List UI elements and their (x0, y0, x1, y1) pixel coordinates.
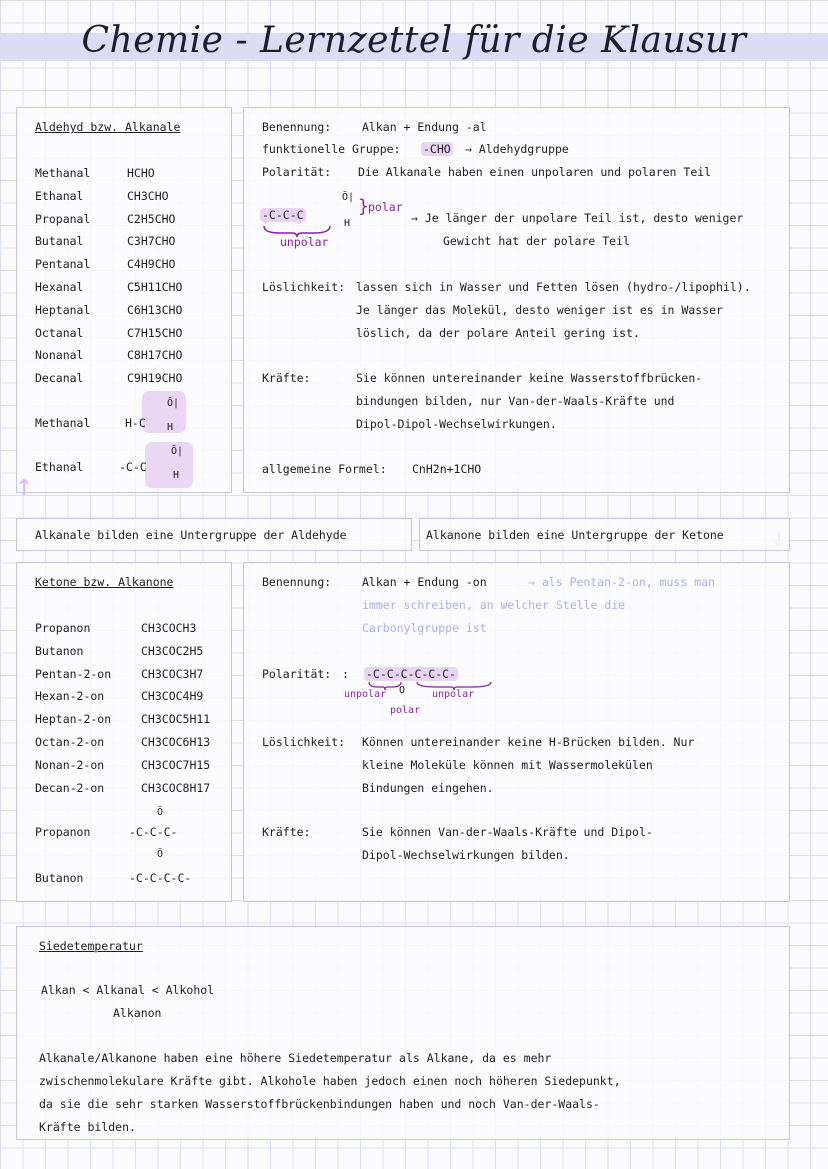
polar-tag: polar (368, 200, 403, 214)
k-loeslichkeit-label: Löslichkeit: (262, 735, 346, 749)
kraefte-line-3: Dipol-Dipol-Wechselwirkungen. (356, 417, 557, 431)
page-title: Chemie - Lernzettel für die Klausur (81, 20, 747, 61)
k-benennung-note-2: immer schreiben, an welcher Stelle die (362, 598, 626, 612)
compound-name: Hexanal (35, 280, 84, 294)
compound-name: Nonanal (35, 348, 84, 363)
k-benennung-text: Alkan + Endung -on (362, 575, 487, 589)
k-benennung-note-3: Carbonylgruppe ist (362, 621, 487, 635)
k-polaritaet-colon: : (342, 667, 349, 681)
compound-name: Propanon (35, 621, 91, 635)
k-benennung-label: Benennung: (262, 575, 332, 589)
benennung-text: Alkan + Endung -al (362, 120, 487, 134)
compound-formula: CH3COC3H7 (141, 666, 204, 681)
k-polar-tag: polar (390, 705, 421, 716)
siede-heading: Siedetemperatur (39, 939, 143, 953)
loeslichkeit-line-2: Je länger das Molekül, desto weniger ist es in Wasser (356, 303, 723, 317)
aldehyd-struct-h-atom: H (344, 218, 351, 229)
up-arrow-icon: ↑ (15, 476, 34, 501)
unpolar-left-tag: unpolar (344, 689, 387, 700)
benennung-label: Benennung: (262, 120, 332, 134)
keton-struct-o-atom: O (399, 685, 406, 696)
ethanal-h-atom: H (173, 470, 180, 481)
kraefte-label: Kräfte: (262, 371, 311, 385)
compound-name: Decan-2-on (35, 780, 105, 795)
compound-formula: C8H17CHO (127, 348, 183, 363)
aldehyd-arrow-text-2: Gewicht hat der polare Teil (443, 234, 630, 248)
k-loeslichkeit-line-1: Können untereinander keine H-Brücken bilden. Nur (362, 735, 695, 749)
polar-brace: } (358, 196, 369, 217)
compound-formula: CH3COC5H11 (141, 712, 211, 727)
compound-formula: CH3COC2H5 (141, 643, 204, 658)
aldehyd-polarity-structure: -C-C-C (262, 208, 304, 222)
compound-name: Octan-2-on (35, 735, 105, 749)
methanal-h-atom: H (167, 422, 174, 433)
keton-heading: Ketone bzw. Alkanone (35, 575, 174, 589)
gruppe-label: funktionelle Gruppe: (262, 142, 401, 156)
compound-formula: CH3COC6H13 (141, 735, 211, 749)
ethanal-highlight (145, 442, 193, 488)
gruppe-suffix: → Aldehydgruppe (465, 142, 569, 156)
compound-name: Octanal (35, 325, 84, 340)
compound-name: Hexan-2-on (35, 689, 105, 704)
aldehyd-heading: Aldehyd bzw. Alkanale (35, 120, 181, 134)
gruppe-formula: -CHO (423, 142, 451, 156)
polaritaet-text: Die Alkanale haben einen unpolaren und polaren Teil (358, 165, 712, 179)
compound-formula: C4H9CHO (127, 257, 176, 272)
k-polaritaet-label: Polarität: (262, 667, 332, 681)
k-kraefte-line-1: Sie können Van-der-Waals-Kräfte und Dipol- (362, 825, 653, 839)
aldehyd-list-box (16, 107, 232, 493)
ethanal-structure: -C-C (119, 460, 147, 474)
formel-text: CnH2n+1CHO (412, 462, 482, 476)
compound-formula: C7H15CHO (127, 325, 183, 340)
ethanal-o-atom: Ō| (171, 446, 184, 457)
methanal-highlight (142, 391, 186, 433)
siedetemperatur-box (16, 926, 790, 1140)
unpolar-tag: unpolar (280, 235, 329, 249)
polaritaet-label: Polarität: (262, 165, 332, 179)
siede-text-3: da sie die sehr starken Wasserstoffbrückenbindungen haben und noch Van-der-Waals- (39, 1097, 600, 1111)
k-kraefte-label: Kräfte: (262, 825, 311, 839)
compound-name: Butanal (35, 234, 84, 249)
siede-order-line: Alkan < Alkanal < Alkohol (41, 983, 215, 997)
compound-name: Propanal (35, 211, 91, 226)
butanon-o-atom: Ō (157, 849, 164, 860)
keton-polarity-structure: -C-C-C-C-C-C- (366, 667, 457, 681)
compound-name: Decanal (35, 371, 84, 386)
methanal-struct-label: Methanal (35, 416, 91, 430)
banner-ketone (419, 518, 790, 551)
compound-name: Butanon (35, 643, 84, 658)
k-kraefte-line-2: Dipol-Wechselwirkungen bilden. (362, 848, 570, 862)
keton-info-box (243, 562, 790, 902)
unpolar-right-tag: unpolar (432, 689, 475, 700)
propanon-struct-label: Propanon (35, 825, 91, 839)
compound-formula: CH3CHO (127, 188, 169, 203)
compound-formula: CH3COC8H17 (141, 780, 211, 795)
methanal-o-atom: Ō| (167, 398, 180, 409)
compound-formula: CH3COC4H9 (141, 689, 204, 704)
compound-name: Nonan-2-on (35, 757, 105, 772)
siede-order-sub: Alkanon (113, 1006, 162, 1020)
compound-name: Heptanal (35, 302, 91, 317)
kraefte-line-2: bindungen bilden, nur Van-der-Waals-Kräfte und (356, 394, 675, 408)
banner-aldehyde-text: Alkanale bilden eine Untergruppe der Aldehyde (35, 528, 347, 542)
compound-formula: C3H7CHO (127, 234, 176, 249)
propanon-o-atom: Ō (157, 807, 164, 818)
siede-text-4: Kräfte bilden. (39, 1120, 136, 1134)
compound-name: Methanal (35, 166, 91, 180)
k-benennung-note-1: → als Pentan-2-on, muss man (528, 575, 715, 589)
k-loeslichkeit-line-3: Bindungen eingehen. (362, 781, 494, 795)
compound-formula: C2H5CHO (127, 211, 176, 226)
banner-aldehyde (16, 518, 412, 551)
compound-formula: HCHO (127, 166, 155, 180)
compound-name: Pentan-2-on (35, 666, 112, 681)
banner-ketone-text: Alkanone bilden eine Untergruppe der Ketone (426, 528, 724, 542)
ethanal-struct-label: Ethanal (35, 460, 84, 474)
compound-name: Ethanal (35, 188, 84, 203)
siede-text-2: zwischenmolekulare Kräfte gibt. Alkohole haben jedoch einen noch höheren Siedepunkt, (39, 1074, 621, 1088)
compound-formula: C9H19CHO (127, 371, 183, 386)
loeslichkeit-line-1: lassen sich in Wasser und Fetten lösen (hydro-/lipophil). (356, 280, 751, 294)
methanal-structure: H-C (125, 416, 146, 430)
siede-text-1: Alkanale/Alkanone haben eine höhere Siedetemperatur als Alkane, da es mehr (39, 1051, 552, 1065)
keton-list-box (16, 562, 232, 902)
aldehyd-arrow-text-1: → Je länger der unpolare Teil ist, desto weniger (411, 211, 744, 225)
loeslichkeit-label: Löslichkeit: (262, 280, 346, 294)
aldehyd-info-box (243, 107, 790, 493)
aldehyd-struct-o-atom: Ō| (342, 192, 355, 203)
butanon-struct-label: Butanon (35, 871, 84, 885)
k-loeslichkeit-line-2: kleine Moleküle können mit Wassermolekülen (362, 758, 653, 772)
compound-name: Heptan-2-on (35, 712, 112, 727)
compound-name: Pentanal (35, 257, 91, 272)
kraefte-line-1: Sie können untereinander keine Wasserstoffbrücken- (356, 371, 703, 385)
butanon-structure: -C-C-C-C- (129, 871, 192, 885)
compound-formula: CH3COC7H15 (141, 757, 211, 772)
formel-label: allgemeine Formel: (262, 462, 387, 476)
propanon-structure: -C-C-C- (129, 825, 178, 839)
compound-formula: CH3COCH3 (141, 621, 197, 635)
compound-formula: C5H11CHO (127, 280, 183, 294)
loeslichkeit-line-3: löslich, da der polare Anteil gering ist. (356, 326, 640, 340)
compound-formula: C6H13CHO (127, 302, 183, 317)
